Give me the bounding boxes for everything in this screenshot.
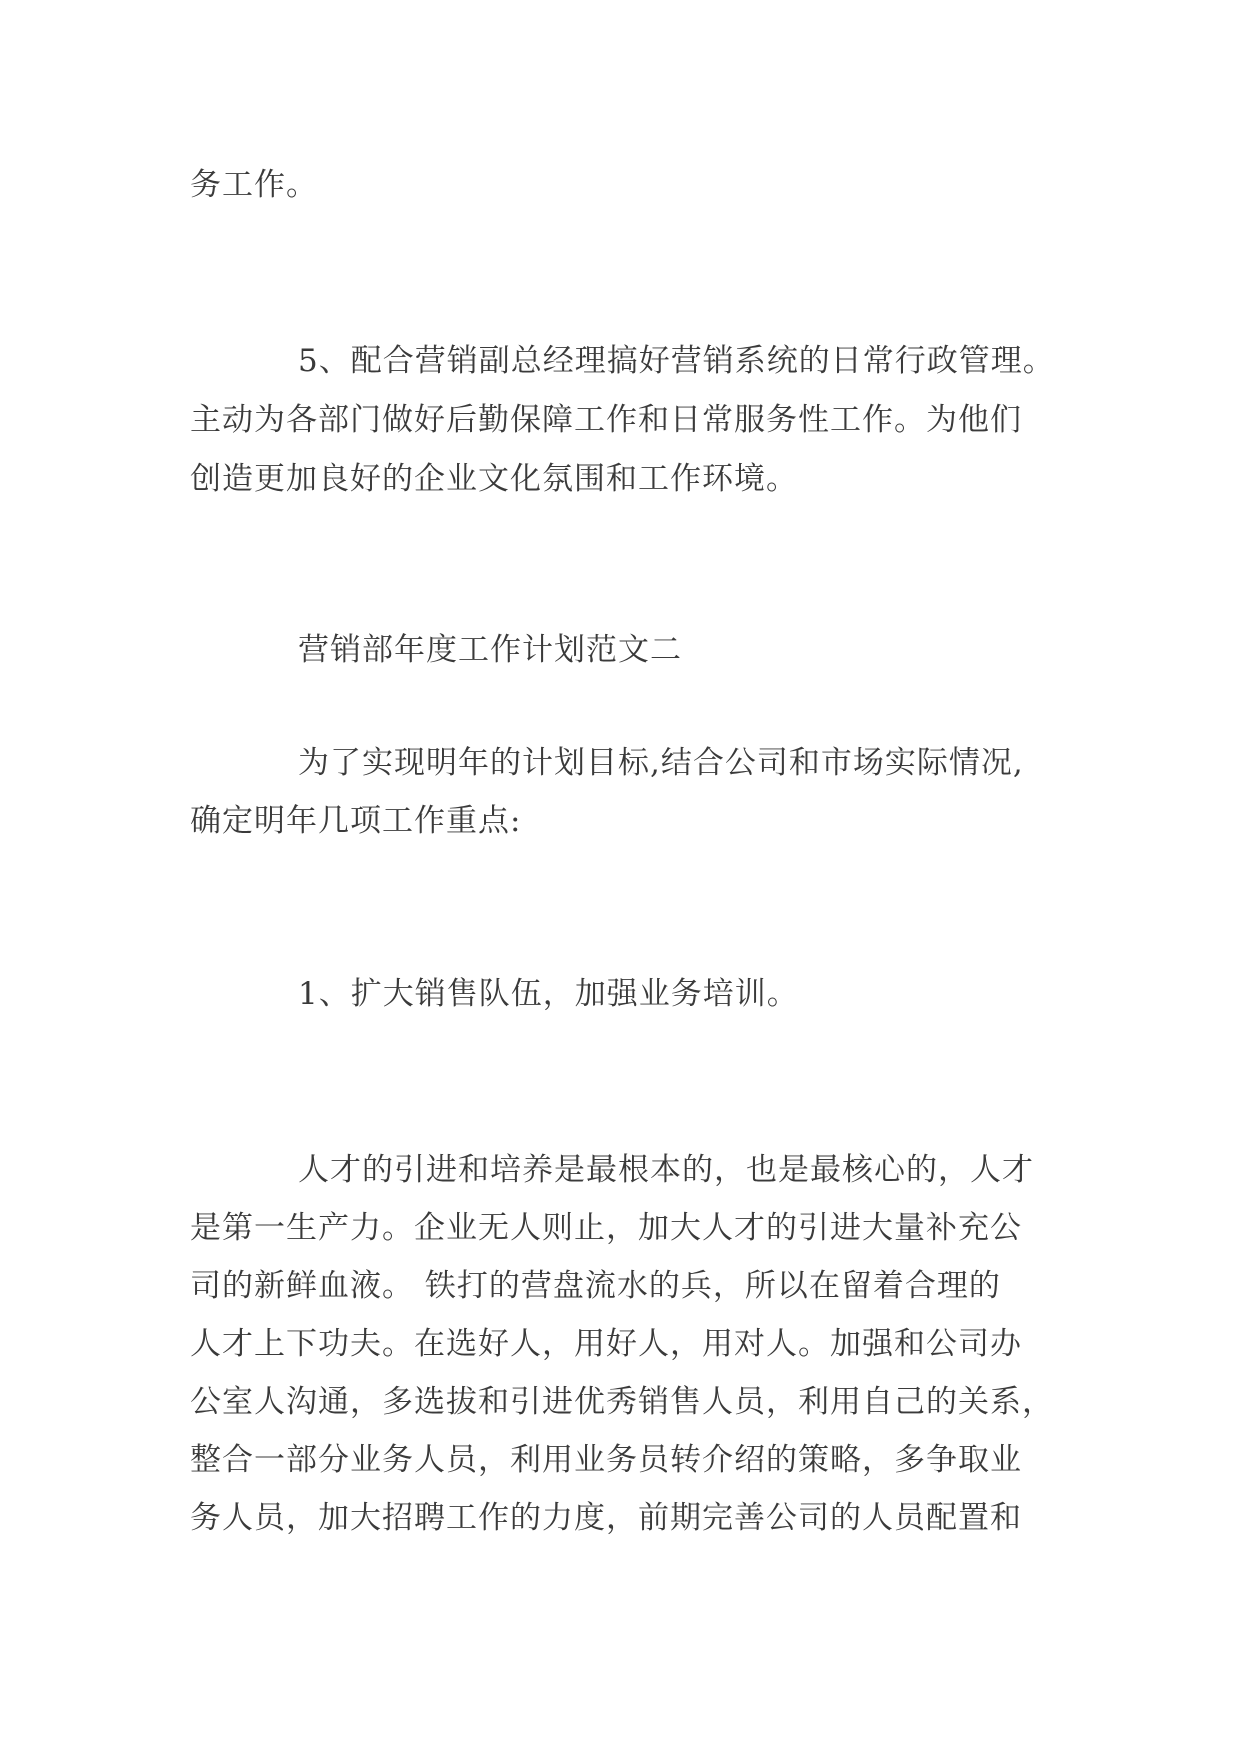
paragraph-1-line-1: 务工作。 xyxy=(190,167,318,203)
paragraph-6-line-4: 人才上下功夫。在选好人，用好人，用对人。加强和公司办 xyxy=(190,1326,1022,1362)
paragraph-6-line-3: 司的新鲜血液。 铁打的营盘流水的兵，所以在留着合理的 xyxy=(190,1268,1001,1304)
paragraph-2-line-2: 主动为各部门做好后勤保障工作和日常服务性工作。为他们 xyxy=(190,402,1022,438)
paragraph-4-line-1: 为了实现明年的计划目标,结合公司和市场实际情况, xyxy=(298,745,1024,781)
paragraph-6-line-2: 是第一生产力。企业无人则止，加大人才的引进大量补充公 xyxy=(190,1210,1022,1246)
paragraph-4-line-2: 确定明年几项工作重点: xyxy=(190,803,522,839)
paragraph-6-line-5: 公室人沟通，多选拔和引进优秀销售人员，利用自己的关系， xyxy=(190,1384,1054,1420)
paragraph-2-line-1: 5、配合营销副总经理搞好营销系统的日常行政管理。 xyxy=(298,343,1055,379)
paragraph-6-line-1: 人才的引进和培养是最根本的，也是最核心的，人才 xyxy=(298,1152,1034,1188)
paragraph-5-line-1: 1、扩大销售队伍，加强业务培训。 xyxy=(298,976,799,1012)
paragraph-6-line-7: 务人员，加大招聘工作的力度，前期完善公司的人员配置和 xyxy=(190,1500,1022,1536)
section-title: 营销部年度工作计划范文二 xyxy=(298,632,682,668)
paragraph-6-line-6: 整合一部分业务人员，利用业务员转介绍的策略，多争取业 xyxy=(190,1442,1022,1478)
paragraph-2-line-3: 创造更加良好的企业文化氛围和工作环境。 xyxy=(190,461,798,497)
